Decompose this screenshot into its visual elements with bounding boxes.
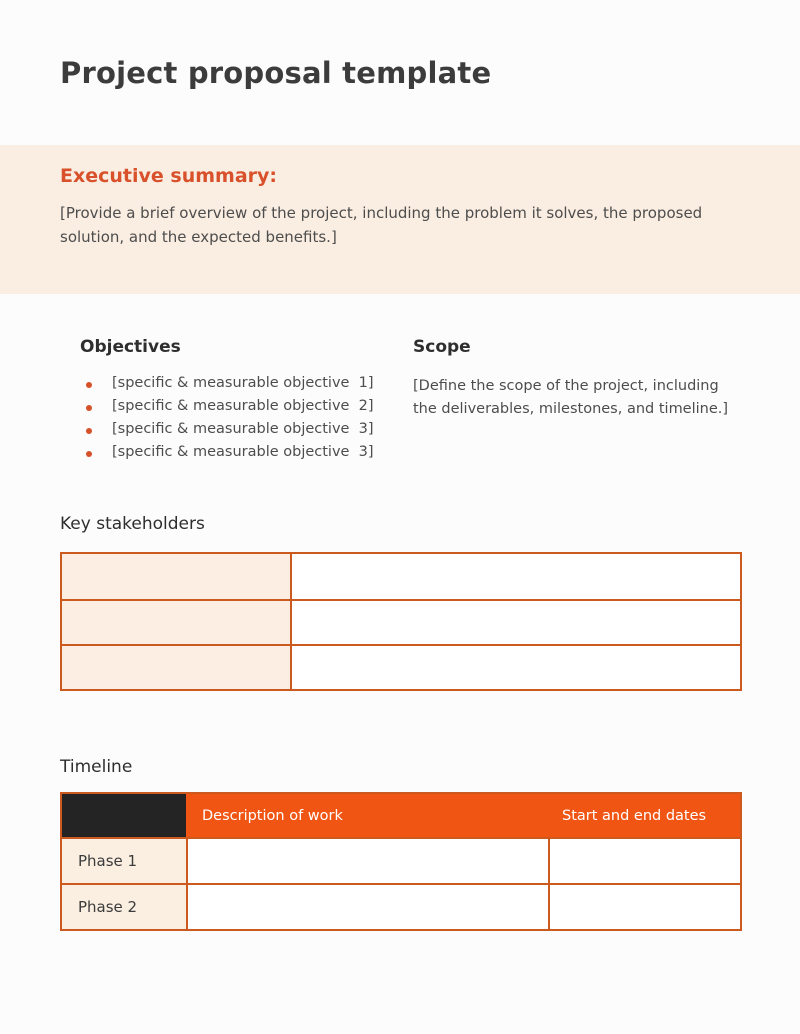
scope-heading: Scope (413, 337, 471, 357)
objective-text: [specific & measurable objective 1] (112, 375, 374, 391)
executive-summary-heading: Executive summary: (60, 165, 277, 187)
timeline-corner-cell (62, 794, 186, 837)
bullet-icon (86, 405, 92, 411)
timeline-dates-cell (548, 837, 740, 883)
timeline-heading: Timeline (60, 757, 133, 777)
bullet-icon (86, 451, 92, 457)
list-item (80, 398, 400, 421)
timeline-table (60, 792, 742, 931)
bullet-icon (86, 382, 92, 388)
stakeholder-value-cell (290, 644, 740, 689)
executive-summary-section (0, 145, 800, 294)
timeline-column-description: Description of work (186, 794, 548, 837)
stakeholder-label-cell (62, 554, 290, 599)
timeline-description-cell (186, 837, 548, 883)
page-title: Project proposal template (60, 56, 492, 90)
list-item (80, 375, 400, 398)
timeline-phase-label: Phase 1 (62, 837, 186, 883)
stakeholder-value-cell (290, 554, 740, 599)
timeline-description-cell (186, 883, 548, 929)
key-stakeholders-heading: Key stakeholders (60, 514, 205, 534)
timeline-column-dates: Start and end dates (548, 794, 740, 837)
objectives-heading: Objectives (80, 337, 181, 357)
objective-text: [specific & measurable objective 3] (112, 444, 374, 460)
scope-section (413, 337, 735, 421)
stakeholder-label-cell (62, 644, 290, 689)
objective-text: [specific & measurable objective 3] (112, 421, 374, 437)
timeline-dates-cell (548, 883, 740, 929)
stakeholder-label-cell (62, 599, 290, 644)
list-item (80, 421, 400, 444)
executive-summary-body: [Provide a brief overview of the project, including the problem it solves, the proposed solution, and the expected benefits.] (60, 204, 703, 246)
objective-text: [specific & measurable objective 2] (112, 398, 374, 414)
bullet-icon (86, 428, 92, 434)
scope-body: [Define the scope of the project, including the deliverables, milestones, and timeline.] (413, 378, 729, 417)
stakeholder-value-cell (290, 599, 740, 644)
objectives-list (80, 375, 400, 467)
list-item (80, 444, 400, 467)
key-stakeholders-table (60, 552, 742, 691)
objectives-section (80, 337, 400, 467)
timeline-phase-label: Phase 2 (62, 883, 186, 929)
